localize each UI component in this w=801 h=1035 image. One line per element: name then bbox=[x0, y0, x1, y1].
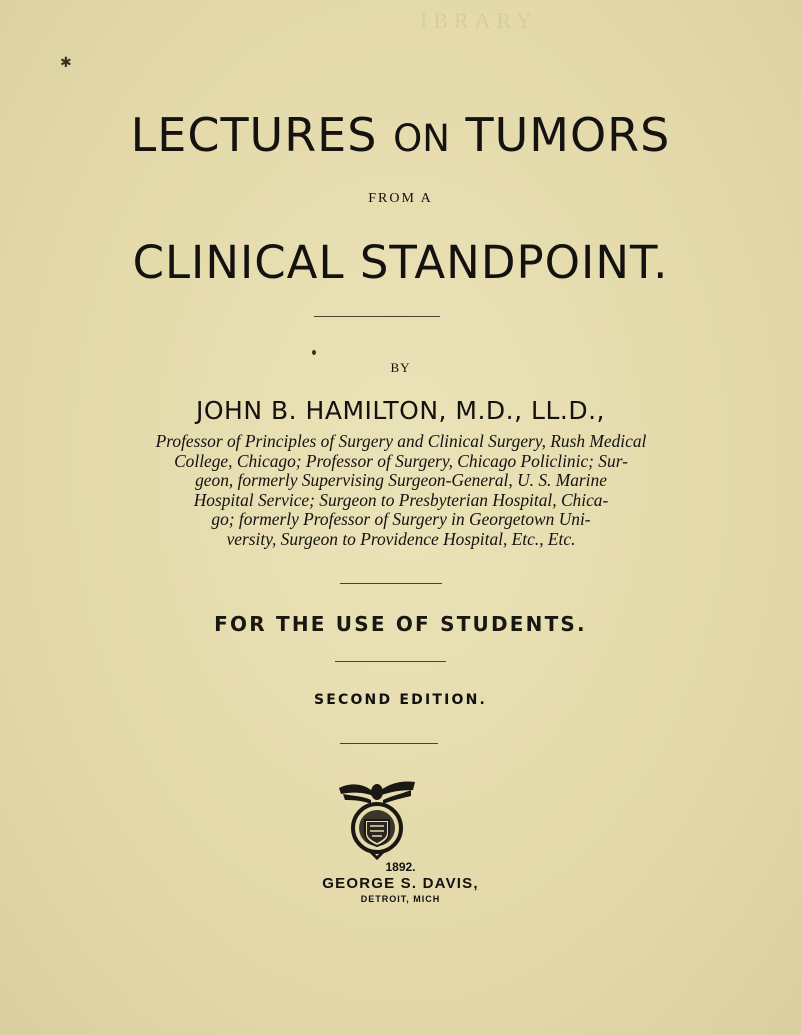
credentials-line: go; formerly Professor of Surgery in Georgetown Uni- bbox=[211, 509, 591, 530]
title-line-1 bbox=[0, 108, 801, 162]
credentials-line: Professor of Principles of Surgery and Clinical Surgery, Rush Medical bbox=[155, 431, 647, 451]
publisher-device-icon bbox=[337, 778, 417, 860]
bleed-through-text: IBRARY bbox=[420, 8, 538, 33]
author-credentials bbox=[108, 432, 694, 550]
title-word-on: ON bbox=[393, 117, 450, 160]
title-line-2: CLINICAL STANDPOINT. bbox=[132, 236, 669, 289]
divider-rule-4 bbox=[340, 743, 438, 744]
ink-dot bbox=[312, 350, 316, 355]
divider-rule-1 bbox=[314, 316, 440, 317]
divider-rule-2 bbox=[340, 583, 442, 584]
title-from: FROM A bbox=[368, 191, 433, 206]
publisher-city: DETROIT, MICH bbox=[360, 894, 441, 904]
publisher-name: GEORGE S. DAVIS, bbox=[322, 875, 479, 892]
audience-line: FOR THE USE OF STUDENTS. bbox=[214, 612, 587, 636]
edition-line: SECOND EDITION. bbox=[313, 692, 488, 708]
credentials-line: versity, Surgeon to Providence Hospital, Etc., Etc. bbox=[226, 528, 576, 549]
star-mark-icon: ✱ bbox=[60, 56, 72, 71]
author-name: JOHN B. HAMILTON, M.D., LL.D., bbox=[196, 396, 605, 425]
title-word-lectures: LECTURES bbox=[130, 108, 378, 162]
title-word-tumors: TUMORS bbox=[465, 108, 671, 162]
divider-rule-3 bbox=[335, 661, 446, 662]
publication-year: 1892. bbox=[385, 860, 416, 874]
credentials-line: geon, formerly Supervising Surgeon-General, U. S. Marine bbox=[195, 470, 607, 491]
credentials-line: College, Chicago; Professor of Surgery, Chicago Policlinic; Sur- bbox=[174, 450, 628, 471]
byline-label: BY bbox=[390, 360, 411, 375]
credentials-line: Hospital Service; Surgeon to Presbyterian Hospital, Chica- bbox=[193, 489, 609, 510]
